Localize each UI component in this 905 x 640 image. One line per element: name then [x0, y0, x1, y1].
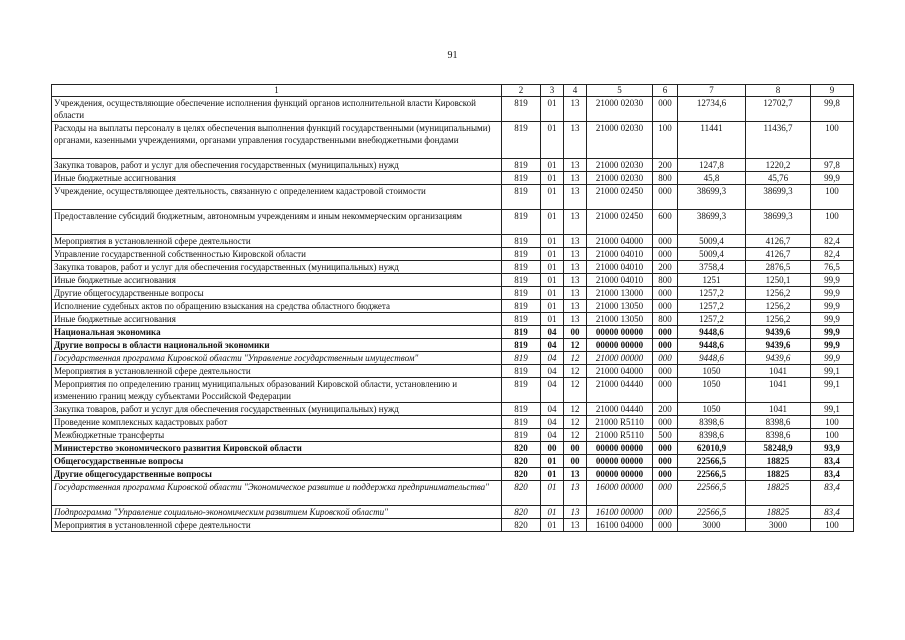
row-value-cell: 819	[502, 97, 541, 122]
row-value-cell: 819	[502, 416, 541, 429]
row-value-cell: 000	[653, 235, 678, 248]
table-row	[52, 261, 854, 274]
row-value-cell: 11436,7	[746, 122, 811, 159]
row-value-cell: 1050	[678, 403, 746, 416]
row-value-cell: 21000 04010	[587, 248, 653, 261]
row-value-cell: 800	[653, 313, 678, 326]
row-value-cell: 82,4	[811, 235, 854, 248]
table-row	[52, 248, 854, 261]
row-value-cell: 000	[653, 326, 678, 339]
row-value-cell: 5009,4	[678, 248, 746, 261]
row-value-cell: 99,9	[811, 313, 854, 326]
row-value-cell: 00	[564, 455, 587, 468]
row-name-cell: Учреждения, осуществляющие обеспечение исполнения функций органов исполнительной власти Кировской области	[52, 97, 502, 122]
row-value-cell: 13	[564, 172, 587, 185]
row-value-cell: 9448,6	[678, 326, 746, 339]
row-name-cell: Закупка товаров, работ и услуг для обеспечения государственных (муниципальных) нужд	[52, 403, 502, 416]
row-value-cell: 21000 13050	[587, 313, 653, 326]
row-name-cell: Иные бюджетные ассигнования	[52, 172, 502, 185]
row-value-cell: 21000 04000	[587, 365, 653, 378]
row-value-cell: 12734,6	[678, 97, 746, 122]
row-value-cell: 00000 00000	[587, 326, 653, 339]
row-value-cell: 000	[653, 352, 678, 365]
row-value-cell: 000	[653, 339, 678, 352]
column-header: 7	[678, 85, 746, 97]
row-name-cell: Мероприятия в установленной сфере деятельности	[52, 235, 502, 248]
row-value-cell: 22566,5	[678, 481, 746, 506]
row-value-cell: 13	[564, 506, 587, 519]
table-row	[52, 352, 854, 365]
column-header: 6	[653, 85, 678, 97]
row-value-cell: 100	[811, 416, 854, 429]
row-value-cell: 9439,6	[746, 326, 811, 339]
row-value-cell: 58248,9	[746, 442, 811, 455]
row-value-cell: 83,4	[811, 481, 854, 506]
row-value-cell: 01	[541, 159, 564, 172]
row-name-cell: Предоставление субсидий бюджетным, автономным учреждениям и иным некоммерческим организациям	[52, 210, 502, 235]
row-value-cell: 000	[653, 416, 678, 429]
table-row	[52, 122, 854, 159]
row-value-cell: 1247,8	[678, 159, 746, 172]
row-value-cell: 820	[502, 455, 541, 468]
column-header: 8	[746, 85, 811, 97]
row-value-cell: 38699,3	[678, 185, 746, 210]
row-value-cell: 13	[564, 300, 587, 313]
row-value-cell: 819	[502, 313, 541, 326]
row-value-cell: 12	[564, 339, 587, 352]
table-row	[52, 378, 854, 403]
row-value-cell: 1250,1	[746, 274, 811, 287]
row-value-cell: 18825	[746, 481, 811, 506]
row-value-cell: 38699,3	[678, 210, 746, 235]
row-value-cell: 01	[541, 274, 564, 287]
row-value-cell: 819	[502, 172, 541, 185]
row-value-cell: 12	[564, 365, 587, 378]
table-row	[52, 442, 854, 455]
row-value-cell: 1256,2	[746, 313, 811, 326]
row-value-cell: 21000 02450	[587, 210, 653, 235]
row-value-cell: 3000	[746, 519, 811, 532]
row-value-cell: 2876,5	[746, 261, 811, 274]
row-value-cell: 000	[653, 287, 678, 300]
row-value-cell: 819	[502, 159, 541, 172]
row-value-cell: 04	[541, 326, 564, 339]
row-value-cell: 819	[502, 185, 541, 210]
row-value-cell: 21000 R5110	[587, 429, 653, 442]
row-value-cell: 819	[502, 274, 541, 287]
row-value-cell: 000	[653, 519, 678, 532]
row-value-cell: 8398,6	[678, 416, 746, 429]
row-value-cell: 01	[541, 481, 564, 506]
row-value-cell: 12702,7	[746, 97, 811, 122]
row-value-cell: 13	[564, 248, 587, 261]
row-value-cell: 22566,5	[678, 455, 746, 468]
row-value-cell: 3758,4	[678, 261, 746, 274]
row-value-cell: 100	[811, 122, 854, 159]
row-value-cell: 9448,6	[678, 352, 746, 365]
row-value-cell: 100	[653, 122, 678, 159]
row-name-cell: Министерство экономического развития Кировской области	[52, 442, 502, 455]
row-value-cell: 82,4	[811, 248, 854, 261]
column-header: 3	[541, 85, 564, 97]
row-value-cell: 500	[653, 429, 678, 442]
row-value-cell: 00	[541, 442, 564, 455]
row-value-cell: 819	[502, 365, 541, 378]
row-value-cell: 01	[541, 313, 564, 326]
row-value-cell: 13	[564, 519, 587, 532]
table-row	[52, 97, 854, 122]
row-name-cell: Другие общегосударственные вопросы	[52, 287, 502, 300]
row-value-cell: 99,9	[811, 326, 854, 339]
row-value-cell: 3000	[678, 519, 746, 532]
row-name-cell: Управление государственной собственностью Кировской области	[52, 248, 502, 261]
row-value-cell: 21000 13000	[587, 287, 653, 300]
row-value-cell: 01	[541, 248, 564, 261]
row-value-cell: 01	[541, 235, 564, 248]
row-value-cell: 13	[564, 261, 587, 274]
row-value-cell: 45,76	[746, 172, 811, 185]
row-value-cell: 5009,4	[678, 235, 746, 248]
row-value-cell: 100	[811, 210, 854, 235]
row-value-cell: 200	[653, 261, 678, 274]
row-value-cell: 62010,9	[678, 442, 746, 455]
table-row	[52, 159, 854, 172]
row-value-cell: 800	[653, 274, 678, 287]
row-value-cell: 21000 02030	[587, 122, 653, 159]
row-value-cell: 000	[653, 378, 678, 403]
row-name-cell: Проведение комплексных кадастровых работ	[52, 416, 502, 429]
row-value-cell: 9448,6	[678, 339, 746, 352]
table-row	[52, 416, 854, 429]
row-value-cell: 16100 04000	[587, 519, 653, 532]
row-value-cell: 83,4	[811, 506, 854, 519]
row-value-cell: 01	[541, 455, 564, 468]
row-value-cell: 000	[653, 442, 678, 455]
row-value-cell: 99,1	[811, 378, 854, 403]
row-value-cell: 8398,6	[746, 429, 811, 442]
row-value-cell: 04	[541, 365, 564, 378]
row-value-cell: 12	[564, 378, 587, 403]
row-value-cell: 04	[541, 429, 564, 442]
row-value-cell: 819	[502, 429, 541, 442]
row-value-cell: 83,4	[811, 468, 854, 481]
row-value-cell: 04	[541, 403, 564, 416]
row-value-cell: 1220,2	[746, 159, 811, 172]
row-value-cell: 21000 04010	[587, 274, 653, 287]
row-name-cell: Подпрограмма "Управление социально-экономическим развитием Кировской области"	[52, 506, 502, 519]
row-name-cell: Закупка товаров, работ и услуг для обеспечения государственных (муниципальных) нужд	[52, 261, 502, 274]
row-value-cell: 1257,2	[678, 300, 746, 313]
row-value-cell: 01	[541, 287, 564, 300]
row-value-cell: 819	[502, 248, 541, 261]
row-name-cell: Мероприятия в установленной сфере деятельности	[52, 519, 502, 532]
row-value-cell: 99,8	[811, 97, 854, 122]
column-header: 2	[502, 85, 541, 97]
row-value-cell: 820	[502, 442, 541, 455]
row-value-cell: 99,9	[811, 300, 854, 313]
row-value-cell: 12	[564, 429, 587, 442]
row-value-cell: 13	[564, 468, 587, 481]
row-value-cell: 000	[653, 248, 678, 261]
row-value-cell: 99,9	[811, 339, 854, 352]
table-row	[52, 313, 854, 326]
row-value-cell: 820	[502, 468, 541, 481]
row-name-cell: Закупка товаров, работ и услуг для обеспечения государственных (муниципальных) нужд	[52, 159, 502, 172]
table-row	[52, 455, 854, 468]
table-row	[52, 172, 854, 185]
row-value-cell: 18825	[746, 455, 811, 468]
row-value-cell: 21000 04440	[587, 378, 653, 403]
row-name-cell: Межбюджетные трансферты	[52, 429, 502, 442]
row-value-cell: 13	[564, 481, 587, 506]
row-value-cell: 21000 13050	[587, 300, 653, 313]
row-value-cell: 200	[653, 403, 678, 416]
row-value-cell: 04	[541, 339, 564, 352]
row-value-cell: 1050	[678, 378, 746, 403]
row-value-cell: 04	[541, 378, 564, 403]
row-value-cell: 200	[653, 159, 678, 172]
row-value-cell: 21000 02030	[587, 172, 653, 185]
row-value-cell: 819	[502, 210, 541, 235]
row-value-cell: 00000 00000	[587, 339, 653, 352]
row-value-cell: 01	[541, 122, 564, 159]
row-value-cell: 819	[502, 261, 541, 274]
column-header: 4	[564, 85, 587, 97]
row-value-cell: 16000 00000	[587, 481, 653, 506]
table-row	[52, 339, 854, 352]
row-value-cell: 13	[564, 274, 587, 287]
table-row	[52, 519, 854, 532]
row-value-cell: 99,9	[811, 352, 854, 365]
row-name-cell: Учреждение, осуществляющее деятельность, связанную с определением кадастровой стоимости	[52, 185, 502, 210]
row-value-cell: 800	[653, 172, 678, 185]
table-row	[52, 287, 854, 300]
column-header: 1	[52, 85, 502, 97]
row-name-cell: Другие общегосударственные вопросы	[52, 468, 502, 481]
row-name-cell: Общегосударственные вопросы	[52, 455, 502, 468]
row-value-cell: 12	[564, 416, 587, 429]
row-value-cell: 8398,6	[678, 429, 746, 442]
row-value-cell: 21000 02030	[587, 97, 653, 122]
row-value-cell: 000	[653, 506, 678, 519]
row-value-cell: 38699,3	[746, 210, 811, 235]
row-value-cell: 1256,2	[746, 300, 811, 313]
row-value-cell: 83,4	[811, 455, 854, 468]
column-header: 5	[587, 85, 653, 97]
row-value-cell: 9439,6	[746, 352, 811, 365]
row-value-cell: 99,9	[811, 287, 854, 300]
table-row	[52, 506, 854, 519]
row-value-cell: 1041	[746, 403, 811, 416]
row-value-cell: 00000 00000	[587, 468, 653, 481]
row-value-cell: 1256,2	[746, 287, 811, 300]
row-name-cell: Другие вопросы в области национальной экономики	[52, 339, 502, 352]
row-value-cell: 13	[564, 235, 587, 248]
row-value-cell: 16100 00000	[587, 506, 653, 519]
row-value-cell: 000	[653, 481, 678, 506]
row-name-cell: Государственная программа Кировской области "Экономическое развитие и поддержка предпринимательства"	[52, 481, 502, 506]
row-value-cell: 819	[502, 403, 541, 416]
row-value-cell: 22566,5	[678, 468, 746, 481]
row-value-cell: 13	[564, 159, 587, 172]
row-value-cell: 01	[541, 97, 564, 122]
table-row	[52, 481, 854, 506]
row-name-cell: Мероприятия в установленной сфере деятельности	[52, 365, 502, 378]
column-header: 9	[811, 85, 854, 97]
row-value-cell: 04	[541, 416, 564, 429]
budget-table	[51, 84, 854, 532]
row-value-cell: 00000 00000	[587, 455, 653, 468]
row-value-cell: 97,8	[811, 159, 854, 172]
row-value-cell: 38699,3	[746, 185, 811, 210]
table-row	[52, 274, 854, 287]
row-name-cell: Исполнение судебных актов по обращению взыскания на средства областного бюджета	[52, 300, 502, 313]
row-value-cell: 13	[564, 122, 587, 159]
row-name-cell: Мероприятия по определению границ муниципальных образований Кировской области, установлению и изменению границ между субъектами Российской Федерации	[52, 378, 502, 403]
row-value-cell: 04	[541, 352, 564, 365]
row-value-cell: 00	[564, 326, 587, 339]
row-value-cell: 1041	[746, 365, 811, 378]
table-row	[52, 300, 854, 313]
row-value-cell: 1050	[678, 365, 746, 378]
row-value-cell: 820	[502, 506, 541, 519]
row-value-cell: 93,9	[811, 442, 854, 455]
row-value-cell: 100	[811, 185, 854, 210]
row-value-cell: 76,5	[811, 261, 854, 274]
row-value-cell: 1041	[746, 378, 811, 403]
row-value-cell: 819	[502, 122, 541, 159]
row-value-cell: 600	[653, 210, 678, 235]
row-value-cell: 01	[541, 519, 564, 532]
row-value-cell: 000	[653, 455, 678, 468]
row-value-cell: 13	[564, 97, 587, 122]
row-value-cell: 13	[564, 185, 587, 210]
page-number: 91	[447, 50, 458, 61]
row-value-cell: 21000 04010	[587, 261, 653, 274]
row-value-cell: 21000 02030	[587, 159, 653, 172]
row-value-cell: 4126,7	[746, 248, 811, 261]
row-value-cell: 18825	[746, 506, 811, 519]
row-value-cell: 01	[541, 468, 564, 481]
row-value-cell: 99,1	[811, 403, 854, 416]
row-value-cell: 01	[541, 300, 564, 313]
row-value-cell: 819	[502, 378, 541, 403]
row-value-cell: 1257,2	[678, 287, 746, 300]
table-row	[52, 235, 854, 248]
table-row	[52, 468, 854, 481]
row-value-cell: 01	[541, 210, 564, 235]
row-value-cell: 9439,6	[746, 339, 811, 352]
row-value-cell: 00000 00000	[587, 442, 653, 455]
row-value-cell: 000	[653, 365, 678, 378]
table-row	[52, 429, 854, 442]
row-value-cell: 99,9	[811, 274, 854, 287]
row-value-cell: 820	[502, 481, 541, 506]
row-value-cell: 100	[811, 429, 854, 442]
row-value-cell: 21000 R5110	[587, 416, 653, 429]
row-value-cell: 18825	[746, 468, 811, 481]
row-value-cell: 99,1	[811, 365, 854, 378]
row-value-cell: 000	[653, 300, 678, 313]
row-value-cell: 00	[564, 442, 587, 455]
row-name-cell: Иные бюджетные ассигнования	[52, 313, 502, 326]
row-value-cell: 12	[564, 403, 587, 416]
table-row	[52, 185, 854, 210]
row-value-cell: 01	[541, 506, 564, 519]
row-value-cell: 21000 04440	[587, 403, 653, 416]
row-name-cell: Расходы на выплаты персоналу в целях обеспечения выполнения функций государственными (муниципальными) органами, казенными учреждениями, органами управления государственными внебюджетными фондами	[52, 122, 502, 159]
row-value-cell: 13	[564, 210, 587, 235]
table-row	[52, 326, 854, 339]
row-value-cell: 4126,7	[746, 235, 811, 248]
row-value-cell: 8398,6	[746, 416, 811, 429]
row-value-cell: 819	[502, 339, 541, 352]
row-value-cell: 21000 02450	[587, 185, 653, 210]
row-value-cell: 000	[653, 185, 678, 210]
row-name-cell: Государственная программа Кировской области "Управление государственным имуществом"	[52, 352, 502, 365]
table-row	[52, 210, 854, 235]
row-value-cell: 21000 04000	[587, 235, 653, 248]
row-value-cell: 45,8	[678, 172, 746, 185]
row-value-cell: 01	[541, 261, 564, 274]
row-value-cell: 819	[502, 287, 541, 300]
row-value-cell: 820	[502, 519, 541, 532]
row-value-cell: 1251	[678, 274, 746, 287]
row-value-cell: 819	[502, 352, 541, 365]
table-row	[52, 403, 854, 416]
row-name-cell: Иные бюджетные ассигнования	[52, 274, 502, 287]
row-value-cell: 99,9	[811, 172, 854, 185]
row-value-cell: 13	[564, 287, 587, 300]
header-row	[52, 85, 854, 97]
row-value-cell: 12	[564, 352, 587, 365]
row-value-cell: 819	[502, 235, 541, 248]
row-value-cell: 000	[653, 97, 678, 122]
row-name-cell: Национальная экономика	[52, 326, 502, 339]
row-value-cell: 100	[811, 519, 854, 532]
row-value-cell: 819	[502, 326, 541, 339]
row-value-cell: 819	[502, 300, 541, 313]
table-row	[52, 365, 854, 378]
row-value-cell: 22566,5	[678, 506, 746, 519]
row-value-cell: 13	[564, 313, 587, 326]
row-value-cell: 01	[541, 185, 564, 210]
row-value-cell: 1257,2	[678, 313, 746, 326]
row-value-cell: 11441	[678, 122, 746, 159]
row-value-cell: 01	[541, 172, 564, 185]
row-value-cell: 21000 00000	[587, 352, 653, 365]
row-value-cell: 000	[653, 468, 678, 481]
